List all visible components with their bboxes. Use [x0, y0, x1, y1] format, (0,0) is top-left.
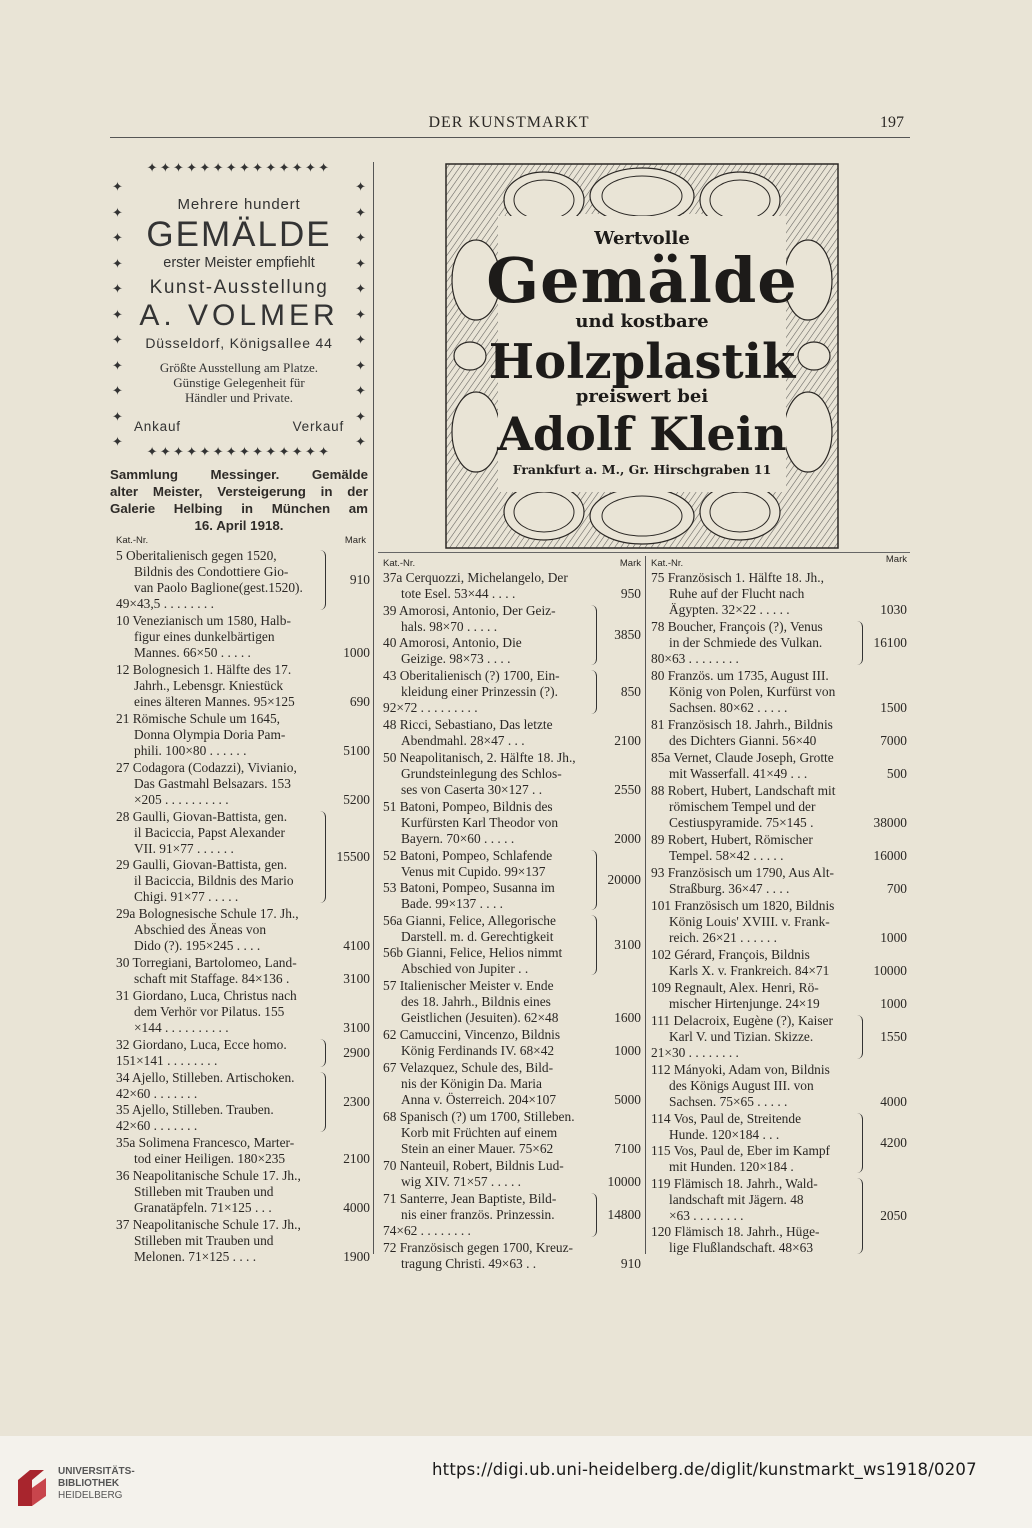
entry-line: 10 Venezianisch um 1580, Halb- [116, 613, 291, 628]
catalog-entry [116, 613, 370, 661]
catalog-entry [651, 1176, 907, 1256]
catalog-entry [383, 570, 641, 602]
entry-line: 71 Santerre, Jean Baptiste, Bild- [383, 1191, 557, 1206]
brace-bracket [856, 621, 863, 665]
catalog-entry [383, 799, 641, 847]
entry-line: van Paolo Baglione(gest.1520). [134, 580, 303, 595]
katnr-label: Kat.-Nr. [116, 535, 149, 546]
catalog-entry [383, 717, 641, 749]
entry-line: römischem Tempel und der [669, 799, 816, 814]
catalog-entry [383, 1191, 641, 1239]
catalog-entry [651, 619, 907, 667]
entry-line: 50 Neapolitanisch, 2. Hälfte 18. Jh., [383, 750, 576, 765]
brace-bracket [319, 550, 326, 610]
price-value: 3100 [343, 1020, 370, 1035]
katnr-label: Kat.-Nr. [651, 558, 684, 569]
entry-line: Chigi. 91×77 . . . . . [134, 889, 239, 904]
catalog-entry [383, 1109, 641, 1157]
mark-label: Mark [885, 554, 907, 565]
entry-line: Ägypten. 32×22 . . . . . [669, 602, 790, 617]
ad-line-gemaelde: GEMÄLDE [146, 215, 332, 254]
entry-line: 93 Französisch um 1790, Aus Alt- [651, 865, 835, 880]
entry-line: 80 Französ. um 1735, August III. [651, 668, 829, 683]
ad-holzplastik: Holzplastik [488, 334, 796, 390]
mark-label: Mark [619, 558, 641, 569]
catalog-entry [651, 832, 907, 864]
entry-line: ×63 . . . . . . . . [669, 1208, 744, 1223]
entry-line: 32 Giordano, Luca, Ecce homo. [116, 1037, 287, 1052]
entry-line: 57 Italienischer Meister v. Ende [383, 978, 554, 993]
entry-line: mit Hunden. 120×184 . [669, 1159, 794, 1174]
permalink-url[interactable]: https://digi.ub.uni-heidelberg.de/diglit/kunstmarkt_ws1918/0207 [432, 1460, 977, 1479]
entry-line: 80×63 . . . . . . . . [651, 651, 739, 666]
entry-line: 115 Vos, Paul de, Eber im Kampf [651, 1143, 831, 1158]
brace-bracket [590, 670, 597, 714]
entry-line: 109 Regnault, Alex. Henri, Rö- [651, 980, 819, 995]
entry-line: 62 Camuccini, Vincenzo, Bildnis [383, 1027, 561, 1042]
star-border-left: ✦ ✦ ✦ ✦ ✦ ✦ ✦ ✦ ✦ ✦ ✦ [112, 179, 123, 449]
ad-line-groesste: Größte Ausstellung am Platze. [159, 360, 319, 375]
col1-header [116, 535, 370, 546]
star-border-bottom: ✦✦✦✦✦✦✦✦✦✦✦✦✦✦ [146, 444, 332, 459]
ad-line-mehrere: Mehrere hundert [177, 196, 301, 213]
entry-line: 43 Oberitalienisch (?) 1700, Ein- [383, 668, 560, 683]
price-value: 3100 [343, 971, 370, 986]
entry-line: figur eines dunkelbärtigen [134, 629, 275, 644]
entry-line: 111 Delacroix, Eugène (?), Kaiser [651, 1013, 833, 1028]
catalog-entry [651, 717, 907, 749]
entry-line: lige Flußlandschaft. 48×63 [669, 1240, 814, 1255]
catalog-entry [651, 668, 907, 716]
entry-line: König Louis' XVIII. v. Frank- [669, 914, 830, 929]
entry-line: des 18. Jahrh., Bildnis eines [401, 994, 551, 1009]
star-border-top: ✦✦✦✦✦✦✦✦✦✦✦✦✦✦ [146, 160, 332, 175]
entry-line: 72 Französisch gegen 1700, Kreuz- [383, 1240, 574, 1255]
entry-line: 39 Amorosi, Antonio, Der Geiz- [383, 603, 556, 618]
ad-line-guenstige: Günstige Gelegenheit für [173, 375, 305, 390]
entry-line: Bildnis des Condottiere Gio- [134, 564, 289, 579]
entry-line: 112 Mányoki, Adam von, Bildnis [651, 1062, 830, 1077]
entry-line: des Dichters Gianni. 56×40 [669, 733, 817, 748]
entry-line: Stein an einer Mauer. 75×62 [401, 1141, 554, 1156]
catalog-entry [651, 750, 907, 782]
catalog-entry [116, 1070, 370, 1134]
entry-line: Tempel. 58×42 . . . . . [669, 848, 784, 863]
entry-line: mischer Hirtenjunge. 24×19 [669, 996, 820, 1011]
catalog-entry [116, 1168, 370, 1216]
entry-line: VII. 91×77 . . . . . . [134, 841, 234, 856]
entry-line: Hunde. 120×184 . . . [669, 1127, 780, 1142]
entry-line: 67 Velazquez, Schule des, Bild- [383, 1060, 554, 1075]
entry-line: Melonen. 71×125 . . . . [134, 1249, 257, 1264]
entry-line: 21×30 . . . . . . . . [651, 1045, 739, 1060]
entry-line: 101 Französisch um 1820, Bildnis [651, 898, 835, 913]
entry-line: Kurfürsten Karl Theodor von [401, 815, 559, 830]
entry-line: 88 Robert, Hubert, Landschaft mit [651, 783, 836, 798]
ad-und-kostbare: und kostbare [575, 311, 709, 332]
catalog-entry [383, 848, 641, 912]
catalog-entry [116, 955, 370, 987]
price-value: 700 [886, 881, 907, 896]
entry-line: Sachsen. 80×62 . . . . . [669, 700, 788, 715]
ad-ankauf: Ankauf [134, 419, 181, 434]
catalog-entry [383, 1240, 641, 1272]
brace-bracket [590, 850, 597, 910]
brace-bracket [319, 1072, 326, 1132]
entry-line: 52 Batoni, Pompeo, Schlafende [383, 848, 553, 863]
price-value: 7000 [880, 733, 907, 748]
price-value: 7100 [614, 1141, 641, 1156]
price-value: 1500 [880, 700, 907, 715]
brace-bracket [590, 605, 597, 665]
price-value: 5000 [614, 1092, 641, 1107]
entry-line: 36 Neapolitanische Schule 17. Jh., [116, 1168, 301, 1183]
price-value: 2550 [614, 782, 641, 797]
catalog-entry [651, 898, 907, 946]
price-value: 850 [620, 684, 641, 699]
price-value: 690 [349, 694, 370, 709]
entry-line: Dido (?). 195×245 . . . . [134, 938, 261, 953]
sammlung-line-3: Galerie Helbing in München am [110, 501, 368, 516]
entry-line: 120 Flämisch 18. Jahrh., Hüge- [651, 1224, 820, 1239]
entry-line: 30 Torregiani, Bartolomeo, Land- [116, 955, 297, 970]
entry-line: mit Wasserfall. 41×49 . . . [669, 766, 808, 781]
entry-line: Sachsen. 75×65 . . . . . [669, 1094, 788, 1109]
price-value: 910 [349, 572, 370, 587]
price-value: 14800 [607, 1207, 641, 1222]
catalog-entry [383, 913, 641, 977]
entry-line: Cestiuspyramide. 75×145 . [669, 815, 814, 830]
entry-line: Jahrh., Lebensgr. Kniestück [134, 678, 284, 693]
entry-line: nis der Königin Da. Maria [401, 1076, 542, 1091]
klein-advertisement [440, 160, 844, 552]
entry-line: tote Esel. 53×44 . . . . [401, 586, 516, 601]
price-value: 1900 [343, 1249, 370, 1264]
mark-label: Mark [344, 535, 366, 546]
sammlung-line-4: 16. April 1918. [194, 518, 284, 533]
library-name-line-1: UNIVERSITÄTS- [58, 1466, 135, 1477]
entry-line: Mannes. 66×50 . . . . . [134, 645, 251, 660]
catalog-entry [651, 1111, 907, 1175]
entry-line: 75 Französisch 1. Hälfte 18. Jh., [651, 570, 824, 585]
entry-line: Bayern. 70×60 . . . . . [401, 831, 515, 846]
entry-line: König von Polen, Kurfürst von [669, 684, 836, 699]
ad-verkauf: Verkauf [292, 419, 344, 434]
entry-line: 85a Vernet, Claude Joseph, Grotte [651, 750, 834, 765]
sammlung-heading [110, 466, 368, 534]
price-value: 2900 [343, 1045, 370, 1060]
entry-line: schaft mit Staffage. 84×136 . [134, 971, 290, 986]
brace-bracket [856, 1015, 863, 1059]
catalog-entry [651, 980, 907, 1012]
library-name-line-2: BIBLIOTHEK [58, 1478, 120, 1489]
catalog-entry [383, 978, 641, 1026]
entry-line: Korb mit Früchten auf einem [401, 1125, 558, 1140]
entry-line: 31 Giordano, Luca, Christus nach [116, 988, 297, 1003]
price-value: 910 [620, 1256, 641, 1271]
ad-line-meister: erster Meister empfiehlt [163, 255, 315, 271]
catalog-entry [383, 668, 641, 716]
col2-header [383, 558, 641, 569]
entry-line: 51 Batoni, Pompeo, Bildnis des [383, 799, 553, 814]
entry-line: Ruhe auf der Flucht nach [669, 586, 805, 601]
price-value: 5200 [343, 792, 370, 807]
price-value: 4200 [880, 1135, 907, 1150]
price-value: 500 [886, 766, 907, 781]
ad-preiswert: preiswert bei [575, 386, 709, 407]
entry-line: eines älteren Mannes. 95×125 [134, 694, 295, 709]
running-header [110, 114, 908, 136]
catalog-entry [116, 760, 370, 808]
entry-line: wig XIV. 71×57 . . . . . [401, 1174, 522, 1189]
entry-line: 34 Ajello, Stilleben. Artischoken. [116, 1070, 295, 1085]
catalog-entry [116, 711, 370, 759]
entry-line: 119 Flämisch 18. Jahrh., Wald- [651, 1176, 818, 1191]
price-value: 4000 [880, 1094, 907, 1109]
price-value: 950 [620, 586, 641, 601]
entry-line: 27 Codagora (Codazzi), Vivianio, [116, 760, 297, 775]
entry-line: 28 Gaulli, Giovan-Battista, gen. [116, 809, 288, 824]
catalog-entry [116, 548, 370, 612]
entry-line: Karl V. und Tizian. Skizze. [669, 1029, 814, 1044]
brace-bracket [856, 1113, 863, 1173]
entry-line: ×144 . . . . . . . . . . [134, 1020, 229, 1035]
price-value: 10000 [607, 1174, 641, 1189]
catalog-entry [116, 1037, 370, 1069]
entry-line: 35a Solimena Francesco, Marter- [116, 1135, 295, 1150]
price-value: 38000 [873, 815, 907, 830]
price-value: 1000 [614, 1043, 641, 1058]
price-value: 3850 [614, 627, 641, 642]
entry-line: 70 Nanteuil, Robert, Bildnis Lud- [383, 1158, 564, 1173]
price-value: 3100 [614, 937, 641, 952]
entry-line: kleidung einer Prinzessin (?). [401, 684, 558, 699]
library-name-line-3: HEIDELBERG [58, 1490, 123, 1501]
journal-title: DER KUNSTMARKT [428, 114, 590, 131]
entry-line: Das Gastmahl Belsazars. 153 [134, 776, 291, 791]
entry-line: phili. 100×80 . . . . . . [134, 743, 247, 758]
header-rule [110, 137, 910, 138]
ad-adolf-klein: Adolf Klein [497, 407, 787, 461]
price-value: 1030 [880, 602, 907, 617]
entry-line: Grundsteinlegung des Schlos- [401, 766, 562, 781]
price-value: 1000 [880, 930, 907, 945]
entry-line: ses von Caserta 30×127 . . [401, 782, 543, 797]
catalog-entry [383, 1158, 641, 1190]
catalog-entry [383, 603, 641, 667]
entry-line: Karls X. v. Frankreich. 84×71 [669, 963, 830, 978]
catalog-entry [116, 1217, 370, 1265]
entry-line: 68 Spanisch (?) um 1700, Stilleben. [383, 1109, 575, 1124]
ad-klein-address: Frankfurt a. M., Gr. Hirschgraben 11 [512, 462, 772, 477]
entry-line: Abendmahl. 28×47 . . . [401, 733, 525, 748]
table-top-rule [378, 552, 910, 553]
price-value: 2050 [880, 1208, 907, 1223]
entry-line: 29a Bolognesische Schule 17. Jh., [116, 906, 299, 921]
catalog-entry [116, 1135, 370, 1167]
price-value: 1000 [343, 645, 370, 660]
entry-line: tod einer Heiligen. 180×235 [134, 1151, 286, 1166]
star-border-right: ✦ ✦ ✦ ✦ ✦ ✦ ✦ ✦ ✦ ✦ ✦ [355, 179, 366, 449]
price-value: 2300 [343, 1094, 370, 1109]
page-number: 197 [880, 114, 904, 131]
entry-line: Geizige. 98×73 . . . . [401, 651, 511, 666]
entry-line: 56a Gianni, Felice, Allegorische [383, 913, 556, 928]
price-value: 1000 [880, 996, 907, 1011]
price-value: 4000 [343, 1200, 370, 1215]
entry-line: reich. 26×21 . . . . . . [669, 930, 777, 945]
entry-line: in der Schmiede des Vulkan. [669, 635, 823, 650]
catalog-entry [651, 947, 907, 979]
entry-line: 81 Französisch 18. Jahrh., Bildnis [651, 717, 833, 732]
entry-line: ×205 . . . . . . . . . . [134, 792, 229, 807]
brace-bracket [319, 1039, 326, 1067]
price-value: 16100 [873, 635, 907, 650]
catalog-entry [651, 1013, 907, 1061]
entry-line: 48 Ricci, Sebastiano, Das letzte [383, 717, 553, 732]
catalog-entry [116, 662, 370, 710]
footer-bar [0, 1436, 1032, 1528]
entry-line: 56b Gianni, Felice, Helios nimmt [383, 945, 563, 960]
ad-line-address: Düsseldorf, Königsallee 44 [145, 335, 333, 351]
price-value: 2100 [614, 733, 641, 748]
catalog-entry [116, 988, 370, 1036]
brace-bracket [319, 811, 326, 903]
price-value: 16000 [873, 848, 907, 863]
entry-line: nis einer französ. Prinzessin. [401, 1207, 555, 1222]
entry-line: 5 Oberitalienisch gegen 1520, [116, 548, 277, 563]
entry-line: 92×72 . . . . . . . . . [383, 700, 478, 715]
entry-line: Granatäpfeln. 71×125 . . . [134, 1200, 272, 1215]
price-value: 1600 [614, 1010, 641, 1025]
entry-line: 12 Bolognesich 1. Hälfte des 17. [116, 662, 292, 677]
sammlung-line-2: alter Meister, Versteigerung in der [110, 484, 368, 499]
entry-line: Donna Olympia Doria Pam- [134, 727, 286, 742]
entry-line: 78 Boucher, François (?), Venus [651, 619, 823, 634]
ad-gemaelde-heading: Gemälde [486, 244, 798, 317]
ad-line-haendler: Händler und Private. [185, 390, 293, 405]
price-value: 2000 [614, 831, 641, 846]
entry-line: 74×62 . . . . . . . . [383, 1223, 471, 1238]
catalog-entry [651, 783, 907, 831]
entry-line: 151×141 . . . . . . . . [116, 1053, 218, 1068]
entry-line: 37 Neapolitanische Schule 17. Jh., [116, 1217, 301, 1232]
price-value: 15500 [336, 849, 370, 864]
catalog-entry [116, 809, 370, 905]
volmer-advertisement [110, 160, 368, 462]
entry-line: 21 Römische Schule um 1645, [116, 711, 281, 726]
entry-line: 42×60 . . . . . . . [116, 1118, 198, 1133]
entry-line: 35 Ajello, Stilleben. Trauben. [116, 1102, 274, 1117]
catalog-entry [383, 750, 641, 798]
entry-line: 29 Gaulli, Giovan-Battista, gen. [116, 857, 288, 872]
entry-line: 37a Cerquozzi, Michelangelo, Der [383, 570, 568, 585]
catalog-entry [651, 570, 907, 618]
entry-line: dem Verhör vor Pilatus. 155 [134, 1004, 285, 1019]
entry-line: hals. 98×70 . . . . . [401, 619, 498, 634]
entry-line: Stilleben mit Trauben und [134, 1233, 274, 1248]
price-value: 5100 [343, 743, 370, 758]
entry-line: Darstell. m. d. Gerechtigkeit [401, 929, 554, 944]
price-value: 2100 [343, 1151, 370, 1166]
entry-line: il Baciccia, Papst Alexander [134, 825, 285, 840]
entry-line: tragung Christi. 49×63 . . [401, 1256, 537, 1271]
entry-line: 40 Amorosi, Antonio, Die [383, 635, 522, 650]
price-value: 20000 [607, 872, 641, 887]
entry-line: des Königs August III. von [669, 1078, 814, 1093]
price-value: 1550 [880, 1029, 907, 1044]
brace-bracket [590, 915, 597, 975]
entry-line: Stilleben mit Trauben und [134, 1184, 274, 1199]
entry-line: 49×43,5 . . . . . . . . [116, 596, 214, 611]
entry-line: Venus mit Cupido. 99×137 [401, 864, 546, 879]
entry-line: Abschied von Jupiter . . [401, 961, 529, 976]
col3-header [651, 554, 907, 569]
ad-wertvolle: Wertvolle [594, 228, 690, 249]
catalog-entry [383, 1027, 641, 1059]
entry-line: Anna v. Österreich. 204×107 [401, 1092, 557, 1107]
column-rule-2 [645, 556, 646, 1254]
entry-line: 53 Batoni, Pompeo, Susanna im [383, 880, 555, 895]
catalog-entry [651, 1062, 907, 1110]
entry-line: 114 Vos, Paul de, Streitende [651, 1111, 802, 1126]
entry-line: il Baciccia, Bildnis des Mario [134, 873, 294, 888]
entry-line: landschaft mit Jägern. 48 [669, 1192, 804, 1207]
sammlung-line-1: Sammlung Messinger. Gemälde [110, 467, 368, 482]
catalog-entry [383, 1060, 641, 1108]
entry-line: Straßburg. 36×47 . . . . [669, 881, 790, 896]
entry-line: 42×60 . . . . . . . [116, 1086, 198, 1101]
brace-bracket [856, 1178, 863, 1254]
entry-line: Bade. 99×137 . . . . [401, 896, 504, 911]
price-value: 4100 [343, 938, 370, 953]
catalog-entry [116, 906, 370, 954]
price-value: 10000 [873, 963, 907, 978]
column-rule-1 [373, 162, 374, 1254]
entry-line: Abschied des Äneas von [134, 922, 267, 937]
entry-line: 89 Robert, Hubert, Römischer [651, 832, 813, 847]
katnr-label: Kat.-Nr. [383, 558, 416, 569]
entry-line: Geistlichen (Jesuiten). 62×48 [401, 1010, 559, 1025]
entry-line: 102 Gérard, François, Bildnis [651, 947, 810, 962]
ad-line-volmer: A. VOLMER [139, 299, 339, 332]
library-logo-icon [12, 1466, 52, 1512]
catalog-entry [651, 865, 907, 897]
entry-line: König Ferdinands IV. 68×42 [401, 1043, 555, 1058]
brace-bracket [590, 1193, 597, 1237]
library-name [58, 1466, 135, 1502]
ad-line-kunstausstellung: Kunst-Ausstellung [149, 277, 329, 298]
